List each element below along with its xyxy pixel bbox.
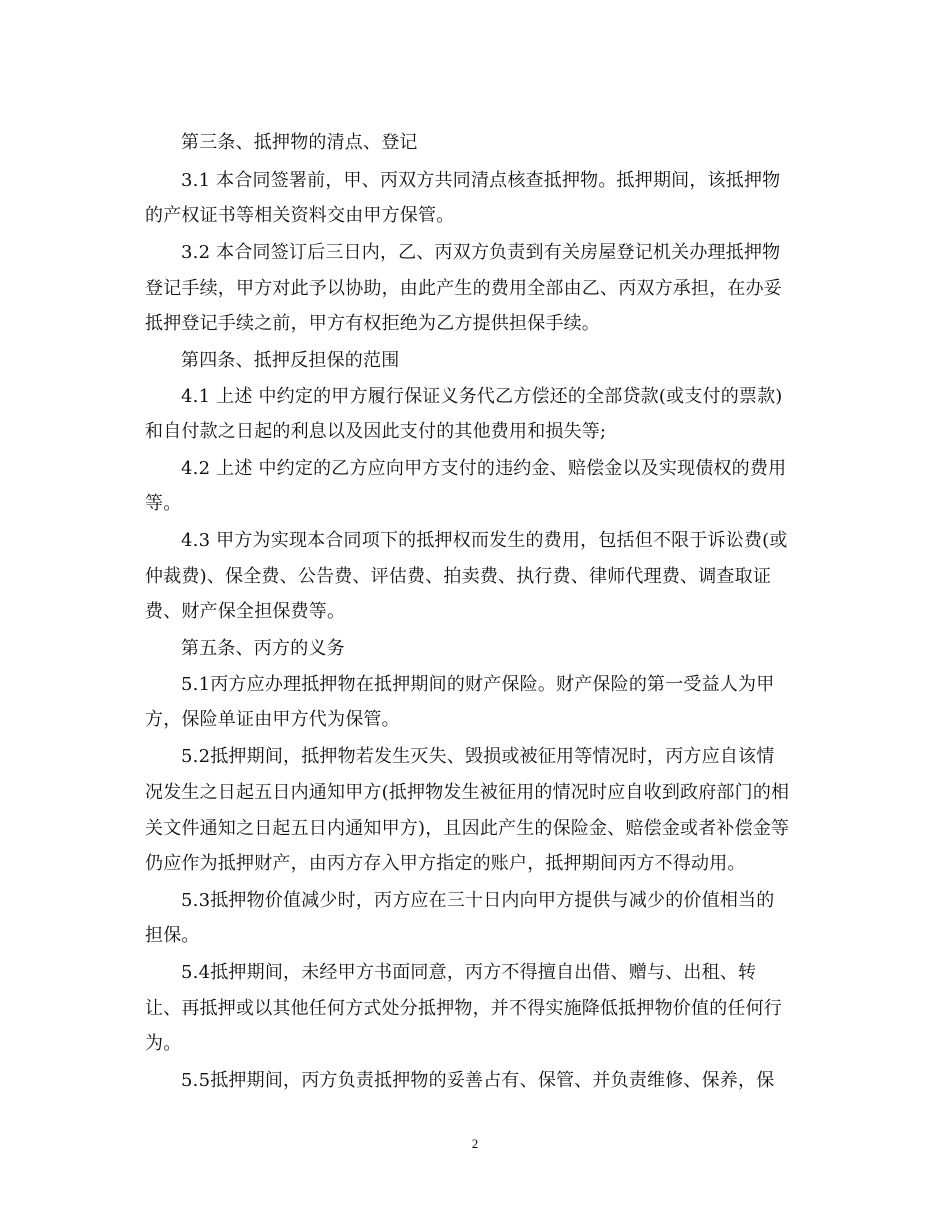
paragraph-line: 登记手续，甲方对此予以协助，由此产生的费用全部由乙、丙双方承担，在办妥 [145, 278, 782, 299]
page-number: 2 [471, 1136, 479, 1151]
paragraph-line: 4.3 甲方为实现本合同项下的抵押权而发生的费用，包括但不限于诉讼费(或 [181, 530, 788, 551]
paragraph-line: 等。 [145, 493, 182, 514]
paragraph-line: 5.4抵押期间，未经甲方书面同意，丙方不得擅自出借、赠与、出租、转 [181, 962, 757, 983]
paragraph-line: 4.1 上述 中约定的甲方履行保证义务代乙方偿还的全部贷款(或支付的票款) [181, 386, 783, 407]
paragraph-line: 的产权证书等相关资料交由甲方保管。 [145, 205, 455, 226]
paragraph-line: 费、财产保全担保费等。 [145, 601, 346, 622]
paragraph-line: 方，保险单证由甲方代为保管。 [145, 709, 400, 730]
paragraph-line: 仲裁费)、保全费、公告费、评估费、拍卖费、执行费、律师代理费、调查取证 [145, 566, 772, 587]
section-heading-4: 第四条、抵押反担保的范围 [181, 350, 400, 371]
paragraph-line: 4.2 上述 中约定的乙方应向甲方支付的违约金、赔偿金以及实现债权的费用 [181, 458, 787, 479]
paragraph-line: 担保。 [145, 925, 200, 946]
paragraph-line: 关文件通知之日起五日内通知甲方)，且因此产生的保险金、赔偿金或者补偿金等 [145, 818, 790, 839]
paragraph-line: 5.5抵押期间，丙方负责抵押物的妥善占有、保管、并负责维修、保养，保 [181, 1070, 775, 1091]
paragraph-line: 抵押登记手续之前，甲方有权拒绝为乙方提供担保手续。 [145, 313, 600, 334]
paragraph-line: 5.2抵押期间，抵押物若发生灭失、毁损或被征用等情况时，丙方应自该情 [181, 746, 775, 767]
paragraph-line: 5.3抵押物价值减少时，丙方应在三十日内向甲方提供与减少的价值相当的 [181, 890, 775, 911]
paragraph-line: 3.2 本合同签订后三日内，乙、丙双方负责到有关房屋登记机关办理抵押物 [181, 242, 781, 263]
paragraph-line: 5.1丙方应办理抵押物在抵押期间的财产保险。财产保险的第一受益人为甲 [181, 674, 775, 695]
paragraph-line: 况发生之日起五日内通知甲方(抵押物发生被征用的情况时应自收到政府部门的相 [145, 782, 790, 803]
paragraph-line: 让、再抵押或以其他任何方式处分抵押物，并不得实施降低抵押物价值的任何行 [145, 998, 782, 1019]
paragraph-line: 3.1 本合同签署前，甲、丙双方共同清点核查抵押物。抵押期间，该抵押物 [181, 170, 781, 191]
paragraph-line: 和自付款之日起的利息以及因此支付的其他费用和损失等; [145, 421, 607, 442]
section-heading-5: 第五条、丙方的义务 [181, 638, 345, 659]
section-heading-3: 第三条、抵押物的清点、登记 [181, 132, 418, 153]
paragraph-line: 仍应作为抵押财产，由丙方存入甲方指定的账户，抵押期间丙方不得动用。 [145, 853, 746, 874]
paragraph-line: 为。 [145, 1033, 182, 1054]
